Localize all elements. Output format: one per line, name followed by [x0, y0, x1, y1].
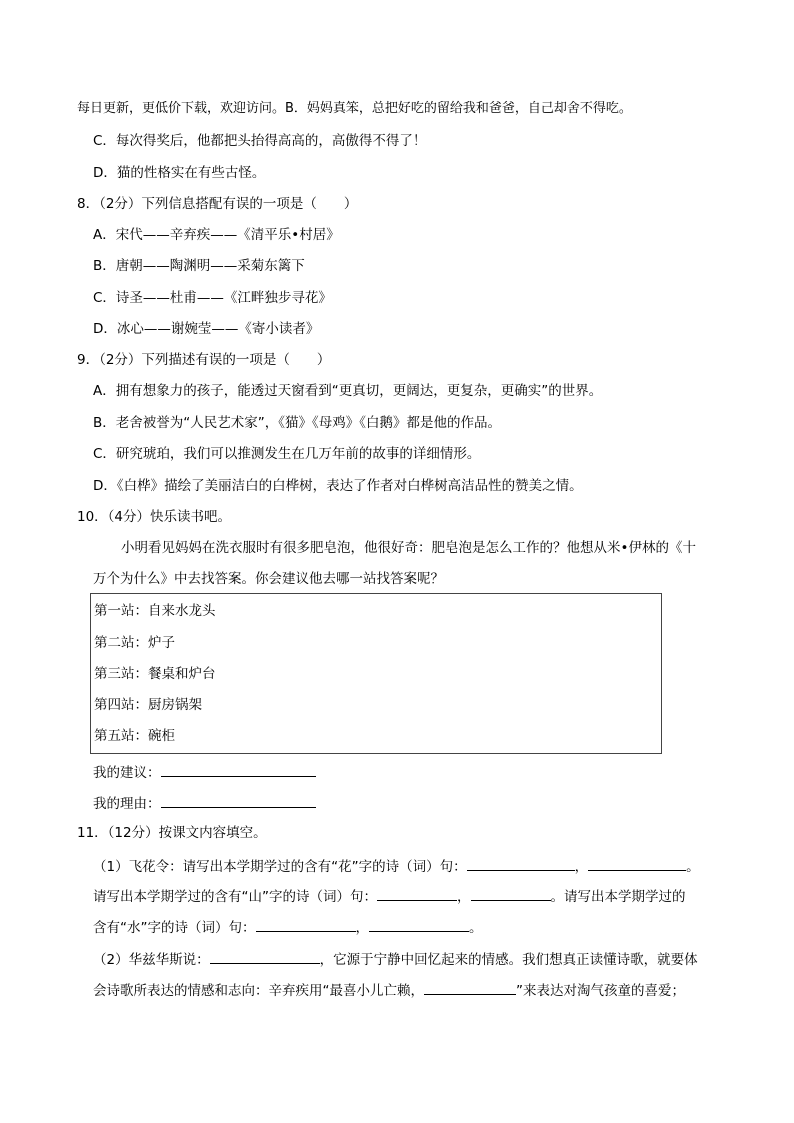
water-blank-2[interactable]: [369, 917, 469, 932]
reason-label: 我的理由：: [93, 796, 161, 812]
q11-part1-line1: [93, 856, 700, 876]
station-4: 第四站：厨房锅架: [94, 697, 202, 713]
q7-option-c: C．每次得奖后，他都把头抬得高高的，高傲得不得了！: [93, 133, 427, 149]
q11-part1-line3: [93, 917, 483, 937]
period: 。: [469, 920, 483, 936]
comma: ，: [574, 859, 589, 875]
q11-part2-line2: [93, 980, 685, 1000]
q8-option-b: B．唐朝——陶渊明——采菊东篱下: [93, 258, 305, 274]
q11-part1-mountain-prompt: 请写出本学期学过的含有“山”字的诗（词）句：: [93, 889, 377, 905]
wordsworth-blank[interactable]: [210, 949, 320, 964]
flower-blank-2[interactable]: [588, 856, 686, 871]
q8-option-c: C．诗圣——杜甫——《江畔独步寻花》: [93, 290, 332, 306]
xinqiji-blank[interactable]: [424, 980, 516, 995]
suggestion-blank[interactable]: [161, 762, 316, 777]
reason-row: [93, 793, 316, 813]
station-2: 第二站：炉子: [94, 635, 175, 651]
q9-option-a: A．拥有想象力的孩子，能透过天窗看到“更真切，更阔达，更复杂，更确实”的世界。: [93, 383, 603, 399]
q10-passage-line2: 万个为什么》中去找答案。你会建议他去哪一站找答案呢？: [93, 571, 444, 587]
water-blank-1[interactable]: [256, 917, 356, 932]
suggestion-row: [93, 762, 316, 782]
q9-option-b: B．老舍被誉为“人民艺术家”，《猫》《母鸡》《白鹅》都是他的作品。: [93, 415, 501, 431]
q11-part1-continue: 。请写出本学期学过的: [550, 889, 686, 905]
period: 。: [686, 859, 700, 875]
q8-option-a: A．宋代——辛弃疾——《清平乐•村居》: [93, 227, 340, 243]
q9-option-c: C．研究琥珀，我们可以推测发生在几万年前的故事的详细情形。: [93, 446, 481, 462]
station-3: 第三站：餐桌和炉台: [94, 666, 216, 682]
comma: ，: [355, 920, 369, 936]
q11-stem: 11．（12分）按课文内容填空。: [77, 825, 267, 841]
q8-stem: 8．（2分）下列信息搭配有误的一项是（ ）: [77, 196, 358, 212]
q11-part2-line1: [93, 949, 698, 969]
q10-passage-line1: 小明看见妈妈在洗衣服时有很多肥皂泡，他很好奇：肥皂泡是怎么工作的？他想从米•伊林的《十: [121, 540, 696, 556]
q9-stem: 9．（2分）下列描述有误的一项是（ ）: [77, 352, 331, 368]
q7-option-d: D．猫的性格实在有些古怪。: [93, 165, 266, 181]
q9-option-d: D．《白桦》描绘了美丽洁白的白桦树，表达了作者对白桦树高洁品性的赞美之情。: [93, 478, 583, 494]
q10-stem: 10．（4分）快乐读书吧。: [77, 509, 232, 525]
q11-part2-ending: ”来表达对淘气孩童的喜爱；: [516, 983, 685, 999]
station-5: 第五站：碗柜: [94, 728, 175, 744]
q11-part2-text: ，它源于宁静中回忆起来的情感。我们想真正读懂诗歌，就要体: [319, 952, 698, 968]
q11-part1-flower-prompt: （1）飞花令：请写出本学期学过的含有“花”字的诗（词）句：: [93, 859, 467, 875]
q11-part2-wordsworth: （2）华兹华斯说：: [93, 952, 210, 968]
suggestion-label: 我的建议：: [93, 765, 161, 781]
comma: ，: [457, 889, 471, 905]
q7-option-b: 每日更新，更低价下载，欢迎访问。B．妈妈真笨，总把好吃的留给我和爸爸，自己却舍不得吃。: [77, 101, 632, 116]
station-1: 第一站：自来水龙头: [94, 603, 216, 619]
reason-blank[interactable]: [161, 793, 316, 808]
mountain-blank-2[interactable]: [471, 886, 551, 901]
stations-box: [90, 593, 662, 754]
q8-option-d: D．冰心——谢婉莹——《寄小读者》: [93, 321, 320, 337]
flower-blank-1[interactable]: [467, 856, 575, 871]
q11-part1-water-prompt: 含有“水”字的诗（词）句：: [93, 920, 256, 936]
q11-part2-xinqiji: 会诗歌所表达的情感和志向：辛弃疾用“最喜小儿亡赖，: [93, 983, 424, 999]
mountain-blank-1[interactable]: [377, 886, 457, 901]
q11-part1-line2: [93, 886, 686, 906]
